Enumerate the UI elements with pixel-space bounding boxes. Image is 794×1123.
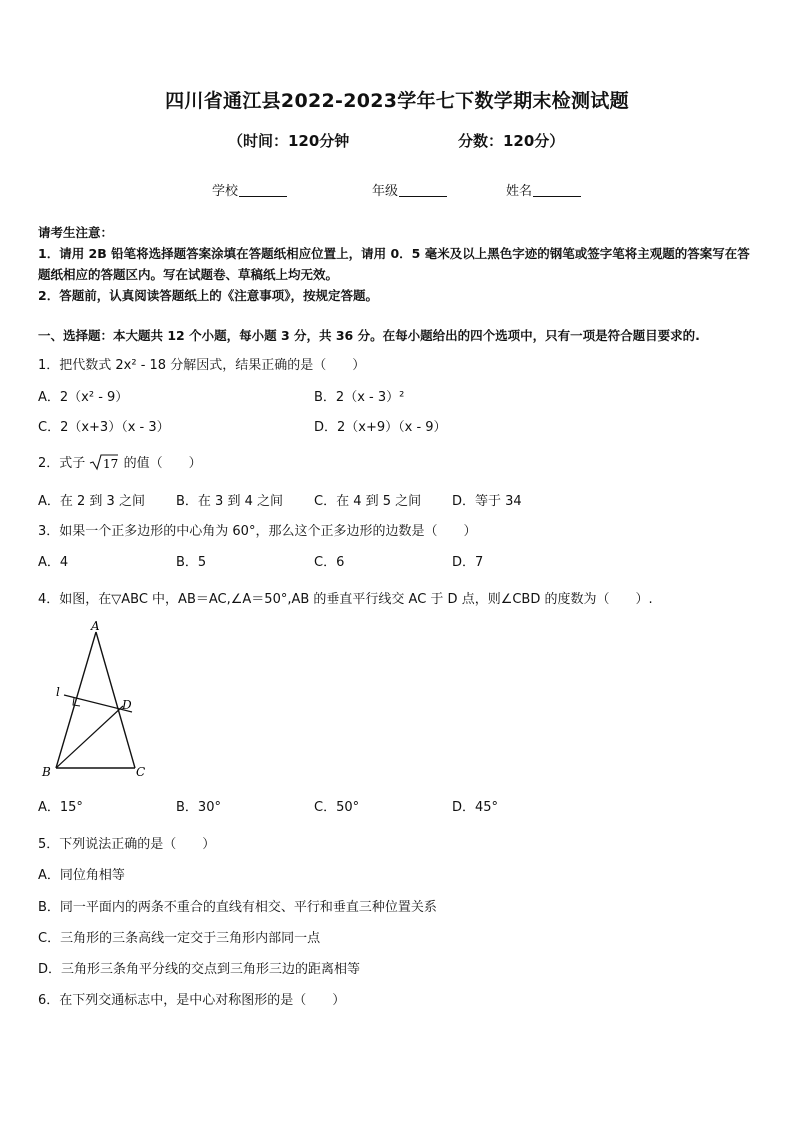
notice-item-1: 1．请用 2B 铅笔将选择题答案涂填在答题纸相应位置上，请用 0．5 毫米及以上黑色字迹的钢笔或签字笔将主观题的答案写在答题纸相应的答题区内。写在试题卷、草稿纸上均无效。: [38, 246, 750, 282]
q1-option-c: C．2（x+3）（x - 3）: [38, 420, 170, 435]
label-d: D: [122, 698, 132, 712]
q3-option-d: D．7: [452, 555, 484, 570]
q2-stem: [38, 452, 202, 471]
q2-option-c: C．在 4 到 5 之间: [314, 494, 422, 509]
name-blank: [533, 182, 581, 197]
school-label: 学校: [212, 184, 239, 199]
q2-option-b: B．在 3 到 4 之间: [176, 494, 283, 509]
grade-blank: [399, 182, 447, 197]
label-b: B: [42, 765, 51, 779]
q4-option-b: B．30°: [176, 800, 221, 815]
exam-score: 分数：120分）: [458, 132, 565, 150]
label-a: A: [91, 619, 100, 633]
grade-label: 年级: [372, 184, 399, 199]
school-field: [212, 180, 287, 199]
name-field: [506, 180, 581, 199]
q3-option-c: C．6: [314, 555, 345, 570]
label-c: C: [136, 765, 146, 779]
q2-stem-prefix: 2．式子: [38, 456, 86, 471]
exam-time: （时间：120分钟: [228, 132, 350, 150]
q5-option-a: A．同位角相等: [38, 868, 125, 883]
q1-option-d: D．2（x+9）（x - 9）: [314, 420, 447, 435]
name-label: 姓名: [506, 184, 533, 199]
school-blank: [239, 182, 287, 197]
q3-stem: 3．如果一个正多边形的中心角为 60°，那么这个正多边形的边数是（ ）: [38, 524, 477, 539]
q3-option-b: B．5: [176, 555, 207, 570]
segment-ab: [56, 632, 96, 768]
grade-field: [372, 180, 447, 199]
q2-option-d: D．等于 34: [452, 494, 522, 509]
label-l: l: [56, 685, 60, 699]
section-heading: 一、选择题：本大题共 12 个小题，每小题 3 分，共 36 分。在每小题给出的四个选项中，只有一项是符合题目要求的.: [38, 328, 700, 343]
sqrt-expression: [89, 453, 119, 471]
q1-stem: 1．把代数式 2x² - 18 分解因式，结果正确的是（ ）: [38, 358, 366, 373]
segment-bd: [56, 706, 123, 768]
q5-option-b: B．同一平面内的两条不重合的直线有相交、平行和垂直三种位置关系: [38, 900, 437, 915]
q4-option-d: D．45°: [452, 800, 499, 815]
radical-sign-icon: [89, 453, 119, 471]
q4-stem: 4．如图，在▽ABC 中，AB＝AC,∠A＝50°,AB 的垂直平行线交 AC 于 D 点，则∠CBD 的度数为（ ）.: [38, 592, 653, 607]
q3-option-a: A．4: [38, 555, 69, 570]
q4-option-a: A．15°: [38, 800, 83, 815]
notice-item-2: 2．答题前，认真阅读答题纸上的《注意事项》，按规定答题。: [38, 288, 378, 303]
radicand: 17: [103, 457, 119, 471]
q1-option-b: B．2（x - 3）²: [314, 390, 405, 405]
triangle-figure: [38, 618, 158, 783]
q4-option-c: C．50°: [314, 800, 360, 815]
q1-option-a: A．2（x² - 9）: [38, 390, 129, 405]
q5-option-d: D．三角形三条角平分线的交点到三角形三边的距离相等: [38, 962, 361, 977]
q2-option-a: A．在 2 到 3 之间: [38, 494, 145, 509]
notice-heading: 请考生注意：: [38, 225, 114, 240]
notice-block: [38, 222, 760, 306]
exam-title: 四川省通江县2022-2023学年七下数学期末检测试题: [165, 90, 629, 112]
q5-stem: 5．下列说法正确的是（ ）: [38, 837, 216, 852]
q6-stem: 6．在下列交通标志中，是中心对称图形的是（ ）: [38, 993, 346, 1008]
q2-stem-suffix: 的值（ ）: [123, 456, 202, 471]
q5-option-c: C．三角形的三条高线一定交于三角形内部同一点: [38, 931, 321, 946]
